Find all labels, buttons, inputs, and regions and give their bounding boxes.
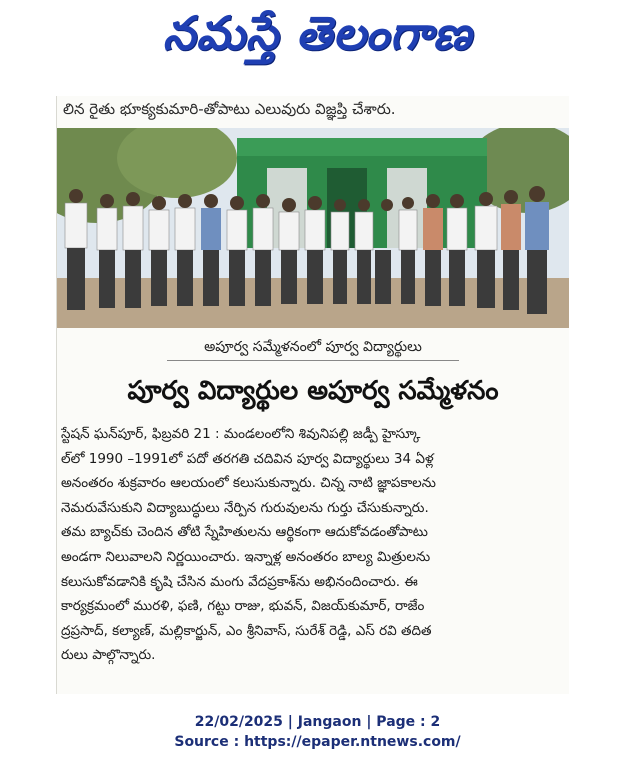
edition-info: 22/02/2025 | Jangaon | Page : 2 xyxy=(194,714,441,730)
body-line: కలుసుకోవడానికి కృషి చేసిన మంగు వేదప్రకాశ్‌ను అభినందించారు. ఈ xyxy=(61,573,418,590)
body-line: నెమరువేసుకుని విద్యాబుద్ధులు నేర్పిన గురువులను గుర్తు చేసుకున్నారు. xyxy=(61,499,429,516)
body-line: అండగా నిలువాలని నిర్ణయించారు. ఇన్నాళ్ల అనంతరం బాల్య మిత్రులను xyxy=(61,548,431,565)
article-headline: పూర్వ విద్యార్థుల అపూర్వ సమ్మేళనం xyxy=(127,376,499,406)
newspaper-title: నమస్తే తెలంగాణ xyxy=(162,6,473,60)
body-line: ల్‌లో 1990 –1991లో పదో తరగతి చదివిన పూర్వ విద్యార్థులు 34 ఏళ్ల xyxy=(61,450,434,467)
body-line: అనంతరం శుక్రవారం ఆలయంలో కలుసుకున్నారు. చిన్న నాటి జ్ఞాపకాలను xyxy=(61,475,436,492)
masthead xyxy=(0,0,635,78)
caption-divider xyxy=(167,360,459,361)
article-body xyxy=(61,422,567,668)
footer xyxy=(0,712,635,752)
source-link[interactable]: Source : https://epaper.ntnews.com/ xyxy=(174,734,461,750)
body-line: తమ బ్యాచ్‌కు చెందిన తోటి స్నేహితులను ఆర్థికంగా ఆదుకోవడంతోపాటు xyxy=(61,524,428,541)
photo-caption: అపూర్వ సమ్మేళనంలో పూర్వ విద్యార్థులు xyxy=(204,339,422,355)
body-line: కార్యక్రమంలో మురళి, ఫణి, గట్టు రాజు, భువన్, విజయ్‌కుమార్, రాజేం xyxy=(61,598,425,615)
body-line: ద్రప్రసాద్, కల్యాణ్, మల్లికార్జున్, ఎం శ్రీనివాస్, సురేశ్ రెడ్డి, ఎస్ రవి తదిత xyxy=(61,622,432,639)
body-line: రులు పాల్గొన్నారు. xyxy=(61,647,156,664)
body-line: స్టేషన్ ఘన్‌పూర్, ఫిబ్రవరి 21 : మండలంలోని శివునిపల్లి జడ్పీ హైస్కూ xyxy=(61,426,421,442)
previous-article-line: లిన రైతు భూక్యకుమారి-తోపాటు ఎలువురు విజ్ఞప్తి చేశారు. xyxy=(63,100,396,118)
group-photo xyxy=(57,128,569,328)
news-clipping xyxy=(56,96,569,694)
